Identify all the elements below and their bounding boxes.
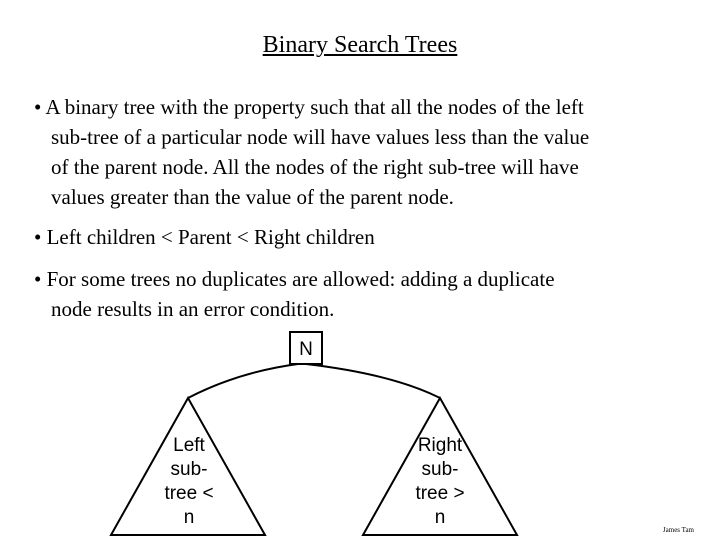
right-subtree-label: tree > [415,483,465,504]
slide-title: Binary Search Trees [262,32,458,58]
left-subtree-label: Left [173,435,205,456]
left-edge [188,364,298,398]
bullet-marker: • [34,95,42,119]
bullet-line: values greater than the value of the parent node. [51,185,454,209]
left-subtree-label: sub- [170,459,208,480]
bullet-text: A binary tree with the property such that all the nodes of the left [45,95,584,119]
bullet-text: Left children < Parent < Right children [46,225,375,249]
right-subtree-label: n [434,507,446,528]
bullet-line: sub-tree of a particular node will have values less than the value [51,125,590,149]
root-node-label: N [299,339,313,360]
left-subtree-label: tree < [164,483,214,504]
bullet-text: For some trees no duplicates are allowed: adding a duplicate [46,267,555,291]
left-subtree-label: n [183,507,195,528]
author-footer: James Tam [662,526,694,534]
bullet-marker: • [34,225,42,249]
right-subtree-label: sub- [421,459,459,480]
bullet-line: node results in an error condition. [51,297,335,321]
bullet-marker: • [34,267,42,291]
right-subtree-label: Right [417,435,463,456]
right-edge [306,364,440,398]
bullet-line: of the parent node. All the nodes of the right sub-tree will have [51,155,579,179]
